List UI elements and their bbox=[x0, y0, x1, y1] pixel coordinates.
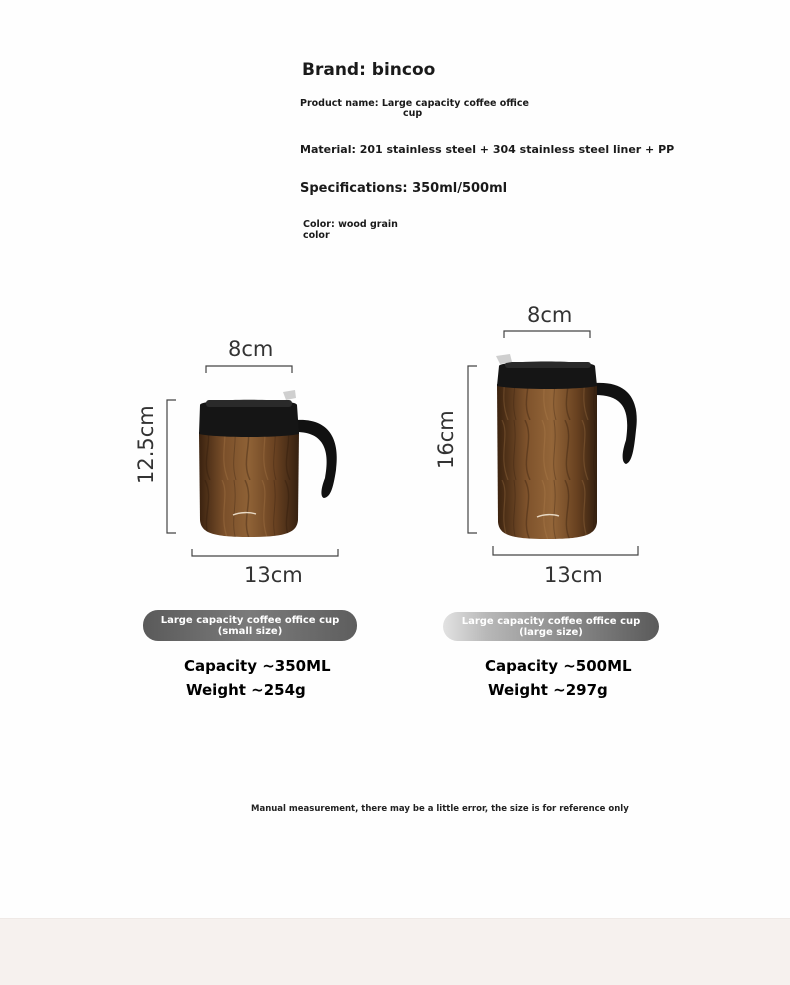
large-size-badge-subtitle: (large size) bbox=[519, 626, 583, 638]
large-size-badge-title: Large capacity coffee office cup bbox=[461, 615, 641, 627]
small-cup-height: 12.5cm bbox=[134, 405, 158, 484]
material-label: Material: 201 stainless steel + 304 stainless steel liner + PP bbox=[300, 143, 675, 156]
product-name-label: Product name: Large capacity coffee office bbox=[300, 98, 529, 109]
small-cup-illustration bbox=[199, 390, 337, 537]
brand-label: Brand: bincoo bbox=[302, 60, 436, 80]
specifications-label: Specifications: 350ml/500ml bbox=[300, 181, 508, 196]
small-size-badge bbox=[143, 610, 357, 641]
small-cup-capacity: Capacity ~350ML bbox=[184, 657, 331, 675]
large-cup-weight: Weight ~297g bbox=[488, 681, 608, 699]
large-cup-illustration bbox=[496, 354, 637, 539]
measurement-disclaimer: Manual measurement, there may be a little error, the size is for reference only bbox=[251, 804, 629, 814]
small-cup-bottom-width: 13cm bbox=[244, 563, 303, 587]
small-size-badge-subtitle: (small size) bbox=[217, 625, 283, 637]
small-cup-weight: Weight ~254g bbox=[186, 681, 306, 699]
product-name-label-continued: cup bbox=[403, 108, 423, 119]
large-cup-height: 16cm bbox=[434, 410, 458, 469]
bottom-background-band bbox=[0, 918, 790, 985]
large-cup-top-width: 8cm bbox=[527, 303, 573, 327]
large-size-badge bbox=[443, 612, 659, 641]
color-label-continued: color bbox=[303, 230, 330, 241]
color-label: Color: wood grain bbox=[303, 219, 398, 230]
small-cup-top-width: 8cm bbox=[228, 337, 274, 361]
large-cup-capacity: Capacity ~500ML bbox=[485, 657, 632, 675]
large-cup-bottom-width: 13cm bbox=[544, 563, 603, 587]
small-size-badge-title: Large capacity coffee office cup bbox=[160, 614, 340, 626]
